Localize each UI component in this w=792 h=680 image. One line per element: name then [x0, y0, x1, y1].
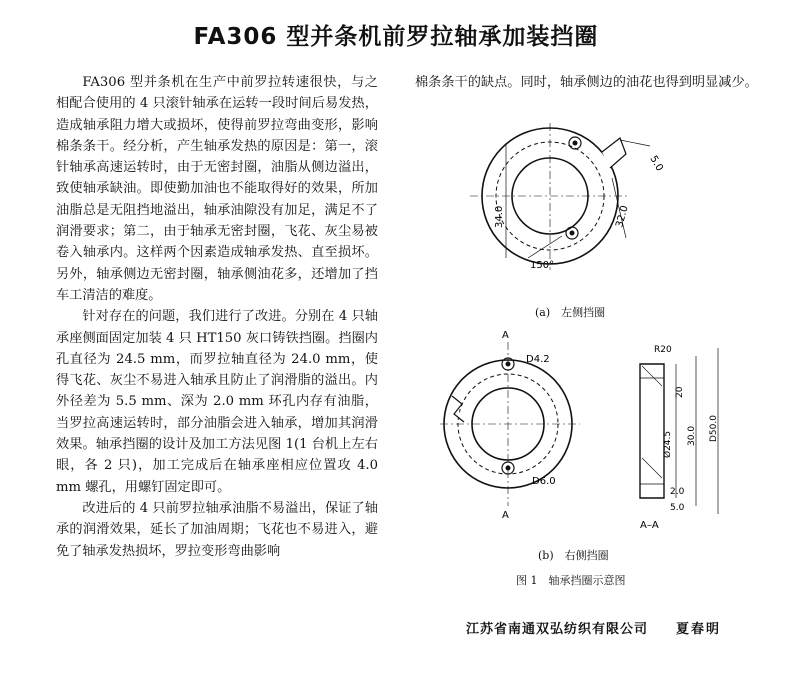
right-column: [415, 72, 760, 93]
figure-a-left-ring: [440, 118, 740, 288]
left-column: [56, 72, 378, 562]
dim-32: 32.0: [614, 204, 631, 229]
article-title: FA306 型并条机前罗拉轴承加装挡圈: [193, 24, 599, 50]
caption-a: (a) 左侧挡圈: [535, 306, 606, 319]
affiliation: 江苏省南通双弘纺织有限公司: [466, 622, 649, 637]
caption-b: (b) 右侧挡圈: [538, 549, 609, 562]
dim-d245: Ø24.5: [663, 430, 673, 458]
section-label: A–A: [640, 520, 659, 531]
paragraph-continued: 棉条条干的缺点。同时，轴承侧边的油花也得到明显减少。: [415, 75, 758, 90]
dim-t2: 2.0: [670, 487, 685, 497]
dim-20: 20: [675, 386, 685, 398]
dim-34: 34.0: [494, 205, 505, 228]
dim-d42: D4.2: [526, 354, 550, 365]
figure-caption: 图 1 轴承挡圈示意图: [516, 574, 626, 587]
dim-angle: 150°: [530, 260, 555, 271]
cut-mark-top: A: [502, 330, 509, 341]
cut-mark-bottom: A: [502, 510, 509, 521]
figure-section-aa: [620, 338, 730, 538]
paragraph-2: 针对存在的问题，我们进行了改进。分别在 4 只轴承座侧面固定加装 4 只 HT150 灰口铸铁挡圈。挡圈内孔直径为 24.5 mm，而罗拉轴直径为 24.0 mm，使得飞花、灰尘不易进入轴承且防止了润滑脂的溢出。内外径差为 5.5 mm、深为 2.0 mm 环孔内存有油脂，当罗拉高速运转时，部分油脂会进入轴承，增加其润滑效果。轴承挡圈的设计及加工方法见图 1(1 台机上左右眼，各 2 只)，加工完成后在轴承座相应位置攻 4.0 mm 螺孔，用螺钉固定即可。: [56, 309, 378, 495]
dim-r20: R20: [654, 345, 672, 355]
figure-b-right-ring: [440, 326, 590, 526]
dim-5: 5.0: [647, 154, 665, 174]
dim-300: 30.0: [687, 425, 697, 446]
author: 夏春明: [676, 622, 722, 637]
paragraph-1: FA306 型并条机在生产中前罗拉转速很快，与之相配合使用的 4 只滚针轴承在运转一段时间后易发热，造成轴承阻力增大或损坏，使得前罗拉弯曲变形，影响棉条条干。经分析，产生轴承发热的原因是：第一，滚针轴承高速运转时，由于无密封圈，油脂从侧边溢出，致使轴承缺油。即使勤加油也不能取得好的效果，所加油脂总是无阻挡地溢出，轴承油隙没有加足，满足不了润滑要求；第二，由于轴承无密封圈，飞花、灰尘易被卷入轴承内。这样两个因素造成轴承发热、直至损坏。另外，轴承侧边无密封圈，轴承侧油花多，还增加了挡车工清洁的难度。: [56, 75, 378, 303]
paragraph-3: 改进后的 4 只前罗拉轴承油脂不易溢出，保证了轴承的润滑效果，延长了加油周期；飞花也不易进入，避免了轴承发热损坏，罗拉变形弯曲影响: [56, 500, 378, 559]
dim-d60: D6.0: [532, 476, 556, 487]
dim-t5: 5.0: [670, 503, 685, 513]
dim-d500: D50.0: [709, 415, 719, 442]
